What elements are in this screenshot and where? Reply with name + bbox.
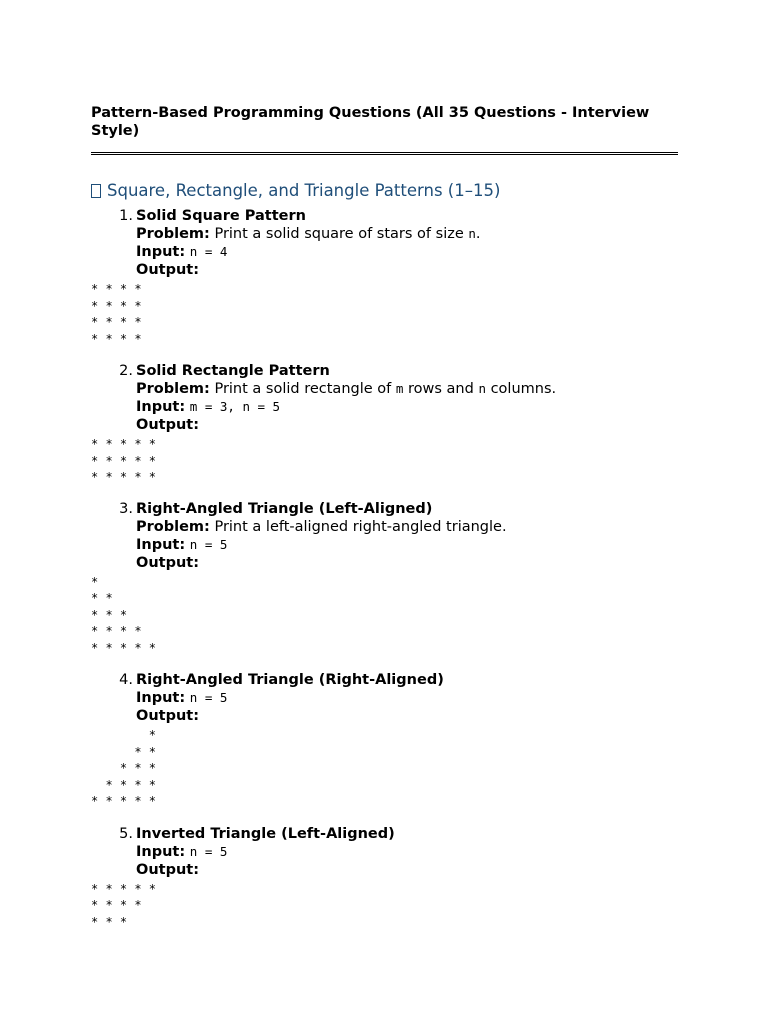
input-label: Input: — [136, 536, 186, 553]
question-5 — [91, 825, 678, 931]
question-number: 1. — [119, 208, 133, 224]
horizontal-rule — [91, 152, 678, 155]
question-2 — [91, 362, 678, 486]
input-line — [136, 536, 678, 554]
input-label: Input: — [136, 244, 186, 260]
question-title: Solid Rectangle Pattern — [136, 363, 330, 379]
input-value: m = 3, n = 5 — [189, 399, 281, 414]
question-number: 2. — [119, 363, 133, 379]
problem-code-n: n — [478, 381, 486, 396]
problem-line — [136, 380, 678, 398]
document-page — [91, 104, 678, 930]
problem-text: Print a solid rectangle of — [214, 381, 396, 397]
problem-text: Print a solid square of stars of size — [214, 226, 469, 242]
input-label: Input: — [136, 690, 186, 706]
section-heading — [91, 181, 678, 201]
output-pattern: * * * * * * * * * * * * * * * — [91, 728, 157, 808]
problem-line — [136, 518, 678, 536]
output-label: Output: — [136, 417, 200, 433]
problem-label: Problem: — [136, 518, 210, 535]
question-title: Solid Square Pattern — [136, 208, 306, 224]
input-line — [136, 689, 678, 707]
input-line — [136, 243, 678, 261]
problem-text-end: . — [475, 226, 481, 242]
input-value: n = 5 — [189, 843, 228, 859]
output-pattern: * * * * * * * * * * * * — [91, 881, 157, 929]
input-line — [136, 398, 678, 416]
problem-text-mid: rows and — [403, 381, 479, 397]
question-3 — [91, 500, 678, 657]
input-line — [136, 843, 678, 861]
question-number: 3. — [119, 500, 133, 517]
output-pattern: * * * * * * * * * * * * * * * — [91, 437, 157, 484]
output-label: Output: — [136, 262, 200, 278]
problem-label: Problem: — [136, 226, 210, 242]
output-pattern: * * * * * * * * * * * * * * * * — [91, 282, 142, 346]
problem-text: Print a left-aligned right-angled triangle. — [214, 518, 507, 535]
output-label: Output: — [136, 708, 200, 724]
question-number: 4. — [119, 672, 133, 688]
question-number: 5. — [119, 825, 133, 842]
section-heading-text: Square, Rectangle, and Triangle Patterns (1–15) — [107, 181, 501, 200]
output-label: Output: — [136, 554, 200, 571]
output-pattern: * * * * * * * * * * * * * * * — [91, 574, 157, 655]
problem-code: n — [468, 226, 476, 241]
question-4 — [91, 671, 678, 810]
problem-label: Problem: — [136, 381, 210, 397]
input-label: Input: — [136, 399, 186, 415]
problem-text-end: columns. — [485, 381, 557, 397]
question-title: Right-Angled Triangle (Right-Aligned) — [136, 672, 444, 688]
input-value: n = 4 — [189, 244, 228, 259]
input-value: n = 5 — [189, 690, 228, 705]
output-label: Output: — [136, 861, 200, 878]
input-value: n = 5 — [189, 536, 228, 552]
problem-line — [136, 225, 678, 243]
question-title: Right-Angled Triangle (Left-Aligned) — [136, 500, 433, 517]
problem-code-m: m — [395, 381, 404, 396]
input-label: Input: — [136, 843, 186, 860]
question-1 — [91, 207, 678, 347]
question-title: Inverted Triangle (Left-Aligned) — [136, 825, 395, 842]
document-title: Pattern-Based Programming Questions (All 35 Questions - Interview Style) — [91, 105, 650, 139]
missing-glyph-icon — [91, 184, 101, 198]
